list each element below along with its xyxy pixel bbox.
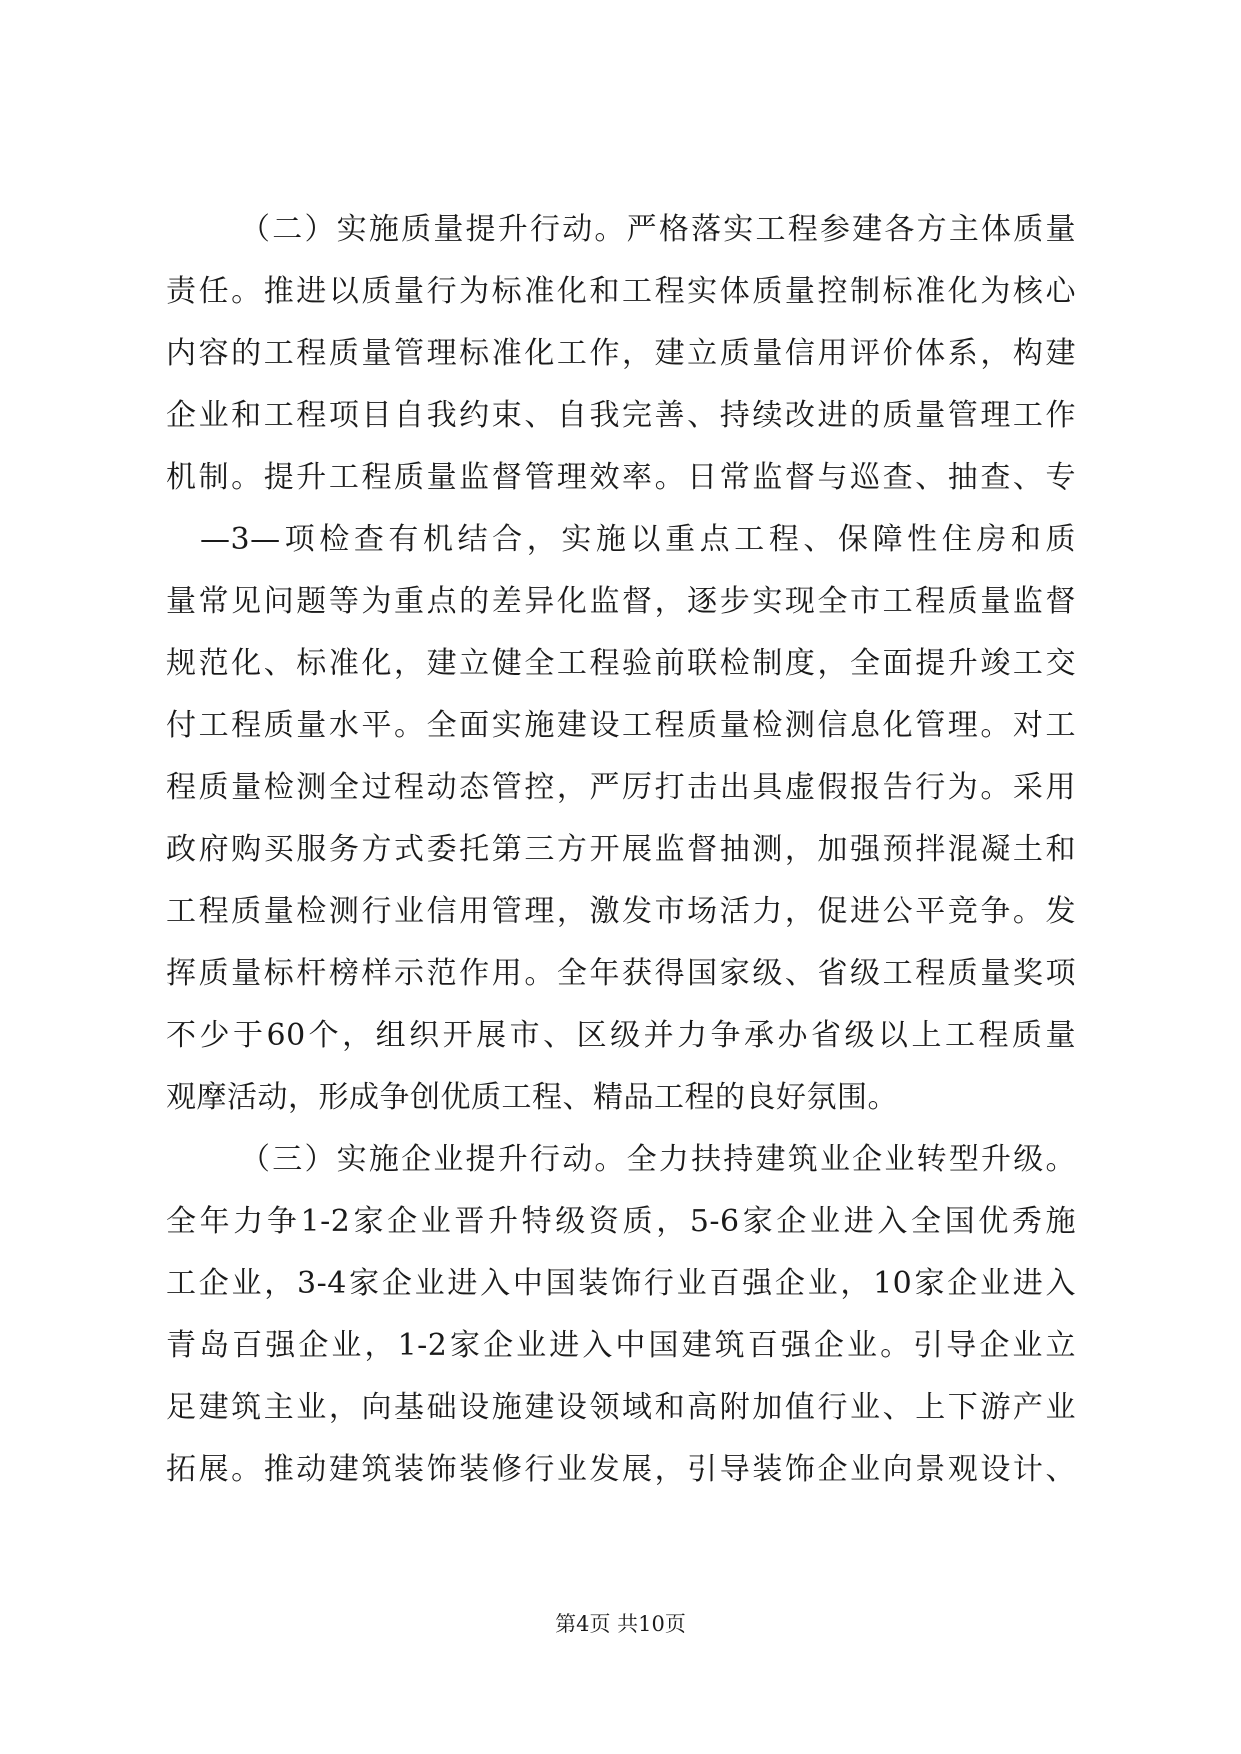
text-line: 政府购买服务方式委托第三方开展监督抽测，加强预拌混凝土和: [166, 832, 1076, 867]
text-line: 挥质量标杆榜样示范作用。全年获得国家级、省级工程质量奖项: [166, 956, 1076, 991]
text-line: 工程质量检测行业信用管理，激发市场活力，促进公平竞争。发: [166, 894, 1076, 929]
text-line: 机制。提升工程质量监督管理效率。日常监督与巡查、抽查、专: [166, 460, 1076, 495]
text-line: （三）实施企业提升行动。全力扶持建筑业企业转型升级。: [240, 1142, 1076, 1177]
text-line: 足建筑主业，向基础设施建设领域和高附加值行业、上下游产业: [166, 1390, 1076, 1425]
text-line: 规范化、标准化，建立健全工程验前联检制度，全面提升竣工交: [166, 646, 1076, 681]
text-line: （二）实施质量提升行动。严格落实工程参建各方主体质量: [240, 212, 1076, 247]
text-line: 工企业，3-4家企业进入中国装饰行业百强企业，10家企业进入: [166, 1266, 1076, 1301]
text-line: 拓展。推动建筑装饰装修行业发展，引导装饰企业向景观设计、: [166, 1452, 1076, 1487]
text-line: 量常见问题等为重点的差异化监督，逐步实现全市工程质量监督: [166, 584, 1076, 619]
text-line: 全年力争1-2家企业晋升特级资质，5-6家企业进入全国优秀施: [166, 1204, 1076, 1239]
text-line: 责任。推进以质量行为标准化和工程实体质量控制标准化为核心: [166, 274, 1076, 309]
text-line: 内容的工程质量管理标准化工作，建立质量信用评价体系，构建: [166, 336, 1076, 371]
text-line: 付工程质量水平。全面实施建设工程质量检测信息化管理。对工: [166, 708, 1076, 743]
text-line: 企业和工程项目自我约束、自我完善、持续改进的质量管理工作: [166, 398, 1076, 433]
page-number-footer: 第4页 共10页: [555, 1612, 686, 1636]
text-line: —3—项检查有机结合，实施以重点工程、保障性住房和质: [200, 522, 1076, 557]
text-line: 不少于60个，组织开展市、区级并力争承办省级以上工程质量: [166, 1018, 1076, 1053]
text-line: 青岛百强企业，1-2家企业进入中国建筑百强企业。引导企业立: [166, 1328, 1076, 1363]
text-line: 观摩活动，形成争创优质工程、精品工程的良好氛围。: [166, 1080, 898, 1115]
text-line: 程质量检测全过程动态管控，严厉打击出具虚假报告行为。采用: [166, 770, 1076, 805]
